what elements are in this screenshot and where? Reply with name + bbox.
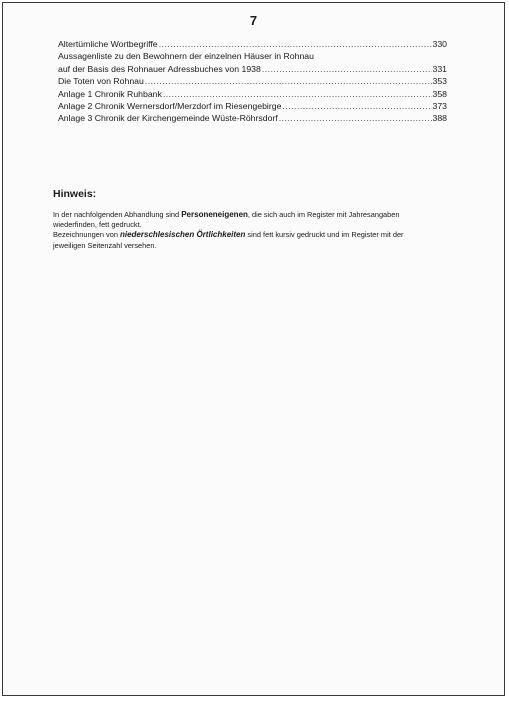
hint-text: In der nachfolgenden Abhandlung sind [53, 210, 182, 219]
toc-entry-title: Anlage 2 Chronik Wernersdorf/Merzdorf im Riesengebirge [58, 101, 282, 112]
hint-body [53, 210, 458, 251]
toc-entry-title: Anlage 3 Chronik der Kirchengemeinde Wüste-Röhrsdorf [58, 113, 278, 124]
toc-leader-dots [279, 112, 432, 124]
hint-text: , die sich auch im Register mit Jahresangaben [247, 210, 400, 219]
toc-entry-page: 353 [432, 76, 447, 87]
toc-entry-page: 330 [432, 39, 447, 49]
toc-entry-title: auf der Basis des Rohnauer Adressbuches von 1938 [58, 63, 261, 74]
toc-entry-title: Anlage 1 Chronik Ruhbank [58, 88, 162, 99]
document-page [2, 2, 505, 696]
hint-line: wiederfinden, fett gedruckt. [53, 220, 142, 230]
toc-leader-dots [163, 88, 432, 100]
toc-leader-dots [145, 75, 432, 87]
hint-bold-italic-term: niederschlesischen Örtlichkeiten [119, 230, 246, 240]
hint-text: sind fett kursiv gedruckt und im Register mit der [245, 230, 404, 240]
hint-heading: Hinweis: [53, 188, 97, 200]
toc-entry-page: 388 [432, 113, 447, 124]
toc-leader-dots [282, 100, 431, 112]
hint-text: Bezeichnungen von [53, 230, 120, 240]
toc-entry-page: 331 [432, 63, 447, 74]
toc-entry-page: 373 [432, 101, 447, 112]
hint-bold-term: Personeneigenen [181, 210, 248, 219]
table-of-contents [58, 38, 447, 125]
hint-line [53, 230, 458, 240]
toc-entry[interactable] [58, 38, 447, 50]
toc-leader-dots [159, 38, 432, 50]
toc-entry[interactable] [58, 63, 447, 75]
toc-leader-dots [262, 63, 432, 75]
hint-line [53, 210, 458, 220]
toc-entry[interactable] [58, 88, 447, 100]
page-number: 7 [249, 13, 258, 28]
toc-entry-title: Altertümliche Wortbegriffe [58, 39, 158, 49]
hint-line: jeweiligen Seitenzahl versehen. [53, 240, 157, 250]
toc-entry-page: 358 [432, 88, 447, 99]
toc-entry[interactable] [58, 112, 447, 124]
toc-entry-title: Die Toten von Rohnau [58, 76, 144, 87]
toc-entry[interactable] [58, 100, 447, 112]
toc-entry[interactable] [58, 75, 447, 87]
toc-entry-title-line1[interactable]: Aussagenliste zu den Bewohnern der einzelnen Häuser in Rohnau [58, 51, 314, 62]
